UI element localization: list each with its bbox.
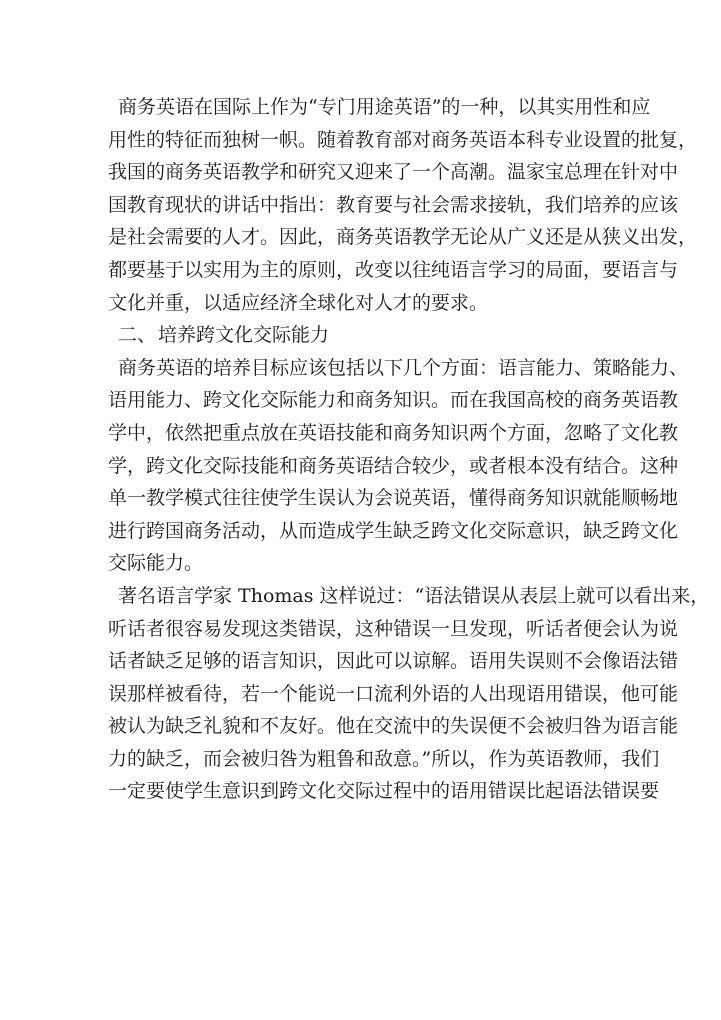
document-body: [108, 91, 710, 808]
paragraph-1-line-5: 是社会需要的人才。因此，商务英语教学无论从广义还是从狭义出发，: [108, 226, 698, 249]
section-heading-number: 二、: [118, 324, 157, 347]
paragraph-3-line-7: 一定要使学生意识到跨文化交际过程中的语用错误比起语法错误要: [108, 780, 660, 803]
paragraph-2-line-1: 商务英语的培养目标应该包括以下几个方面：语言能力、策略能力、: [118, 356, 689, 379]
paragraph-1-line-7: 文化并重，以适应经济全球化对人才的要求。: [108, 291, 489, 314]
paragraph-1-line-2: 用性的特征而独树一帜。随着教育部对商务英语本科专业设置的批复，: [108, 128, 698, 151]
paragraph-2-line-4: 学，跨文化交际技能和商务英语结合较少，或者根本没有结合。这种: [108, 454, 679, 477]
section-heading: [108, 319, 628, 352]
paragraph-2-line-7: 交际能力。: [108, 552, 204, 575]
paragraph-1-line-6: 都要基于以实用为主的原则，改变以往纯语言学习的局面，要语言与: [108, 258, 679, 281]
paragraph-2-line-2: 语用能力、跨文化交际能力和商务知识。而在我国高校的商务英语教: [108, 389, 679, 412]
paragraph-3-line-1: 著名语言学家 Thomas 这样说过：“语法错误从表层上就可以看出来，: [118, 584, 710, 607]
paragraph-3-line-3: 话者缺乏足够的语言知识，因此可以谅解。语用失误则不会像语法错: [108, 650, 679, 673]
paragraph-3-line-2: 听话者很容易发现这类错误，这种错误一旦发现，听话者便会认为说: [108, 617, 679, 640]
paragraph-2-line-5: 单一教学模式往往使学生误认为会说英语，懂得商务知识就能顺畅地: [108, 487, 679, 510]
paragraph-3-line-6: 力的缺乏，而会被归咎为粗鲁和敌意。”所以，作为英语教师，我们: [108, 747, 660, 770]
paragraph-1-line-1: 商务英语在国际上作为“专门用途英语”的一种，以其实用性和应: [118, 96, 651, 118]
paragraph-1-line-4: 国教育现状的讲话中指出：教育要与社会需求接轨，我们培养的应该: [108, 193, 679, 216]
paragraph-3-line-4: 误那样被看待，若一个能说一口流利外语的人出现语用错误，他可能: [108, 682, 679, 705]
paragraph-1-line-3: 我国的商务英语教学和研究又迎来了一个高潮。温家宝总理在针对中: [108, 161, 679, 184]
section-heading-text: 培养跨文化交际能力: [158, 324, 330, 347]
paragraph-2-line-6: 进行跨国商务活动，从而造成学生缺乏跨文化交际意识，缺乏跨文化: [108, 519, 679, 542]
paragraph-3-line-5: 被认为缺乏礼貌和不友好。他在交流中的失误便不会被归咎为语言能: [108, 715, 679, 738]
paragraph-2-line-3: 学中，依然把重点放在英语技能和商务知识两个方面，忽略了文化教: [108, 421, 679, 444]
